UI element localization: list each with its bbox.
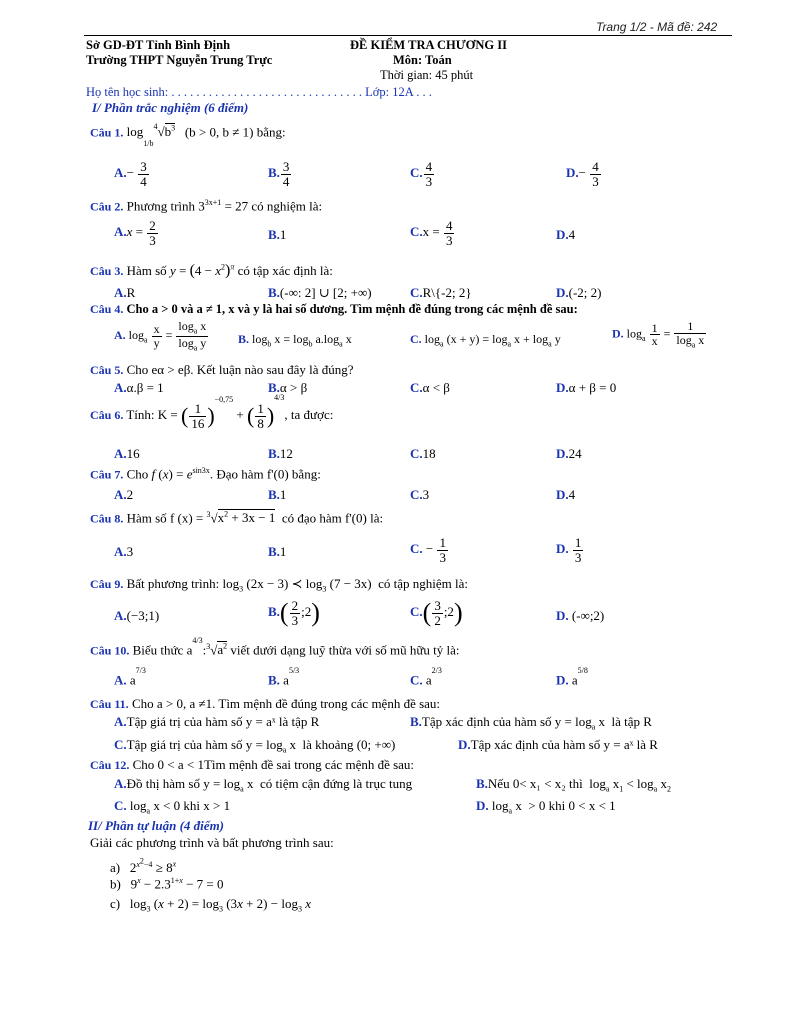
q6-option-d-label: D. [556, 446, 569, 461]
q2-option-a-label: A. [114, 224, 127, 240]
part1-title: I/ Phần trắc nghiệm (6 điểm) [92, 100, 249, 115]
q5-option-d-label: D. [556, 380, 569, 395]
q8-option-a[interactable] [114, 544, 133, 560]
q1-option-c[interactable]: C. $\frac{4}{3}$ [410, 159, 433, 189]
q3-option-a-label: A. [114, 285, 127, 300]
question-4 [90, 302, 578, 317]
question-7-tail: . Đạo hàm f'(0) bằng: [209, 466, 321, 482]
q8-option-a-value: 3 [126, 544, 134, 559]
q1-option-a[interactable]: A.− $\frac{3}{4}$ [114, 159, 147, 189]
q1-option-d-label: D. [566, 165, 579, 181]
q2-option-c[interactable]: C.x = $\frac{4}{3}$ [410, 218, 453, 248]
q3-option-c[interactable] [410, 285, 472, 301]
question-2-tail: có nghiệm là: [251, 198, 323, 214]
q3-option-c-value: R\{-2; 2} [422, 285, 472, 300]
q4-option-b-label: B. [238, 332, 250, 346]
q12-option-c-label: C. [114, 798, 127, 813]
question-5 [90, 362, 353, 378]
question-3-number: Câu 3. [90, 264, 124, 278]
question-10-tail: viết dưới dạng luỹ thừa với số mũ hữu tỷ là: [230, 642, 460, 658]
school-name: Trường THPT Nguyễn Trung Trực [86, 53, 273, 67]
q2-option-d-value: 4 [568, 227, 576, 242]
q7-option-d-label: D. [556, 487, 569, 502]
q7-option-d[interactable] [556, 487, 575, 503]
q3-option-b[interactable] [268, 285, 372, 301]
question-2-number: Câu 2. [90, 199, 124, 214]
part2-title: II/ Phần tự luận (4 điểm) [88, 818, 225, 833]
q8-option-b[interactable] [268, 544, 286, 560]
question-10: Câu 10. Biểu thức $a^{4/3}:^3√a^2$ viết dưới dạng luỹ thừa với số mũ hữu tỷ là: [90, 636, 460, 658]
student-info-line: Họ tên học sinh: . . . . . . . . . . . . . . . . . . . . . . . . . . . . . . . Lớp: 12A . . . [86, 85, 432, 99]
part2-item-a-label: a) [110, 859, 121, 875]
q2-option-b[interactable] [268, 227, 286, 243]
header-rule [84, 35, 732, 36]
q1-option-d[interactable]: D.− $\frac{4}{3}$ [566, 159, 599, 189]
q7-option-c-value: 3 [422, 487, 430, 502]
q4-option-a[interactable]: A. $\log_a$ $\frac{x}{y}$ = $\frac{\log_a x}{\log_a y}$ [114, 319, 207, 353]
question-2: Câu 2. Phương trình $3^{3x+1} = 27$ có nghiệm là: [90, 198, 323, 214]
q6-option-b[interactable] [268, 446, 293, 462]
subject: Môn: Toán [393, 53, 452, 67]
q3-option-a[interactable] [114, 285, 135, 301]
q7-option-d-value: 4 [568, 487, 576, 502]
q7-option-c[interactable] [410, 487, 429, 503]
q12-option-b-label: B. [476, 776, 488, 791]
q12-option-c[interactable]: C. $\log_a x < 0$ khi x > 1 [114, 798, 231, 816]
q2-option-d-label: D. [556, 227, 569, 242]
q8-option-b-label: B. [268, 544, 280, 559]
q3-option-d-value: (-2; 2) [568, 285, 602, 300]
q10-option-a-label: A. [114, 672, 127, 688]
question-8-number: Câu 8. [90, 511, 124, 526]
q10-option-b[interactable]: B. $a^{5/3}$ [268, 666, 300, 688]
question-7: Câu 7. Cho f $(x) = e^{sin3x}$. Đạo hàm f'(0) bằng: [90, 466, 321, 482]
question-9: Câu 9. Bất phương trình: $\log_3 (2x - 3)$ ≺ $\log_3 (7 - 3x)$ có tập nghiệm là: [90, 576, 468, 594]
q6-option-a[interactable] [114, 446, 140, 462]
q7-option-b-value: 1 [279, 487, 287, 502]
q6-option-c[interactable] [410, 446, 436, 462]
question-6: Câu 6. Tính: K = ( $\frac{1}{16}$ )$^{-0,75}$ + ( $\frac{1}{8}$ )$^{4/3}$, ta được: [90, 392, 334, 431]
q8-option-d[interactable]: D. $\frac{1}{3}$ [556, 535, 582, 565]
question-9-number: Câu 9. [90, 577, 124, 591]
q12-option-b[interactable]: B.Nếu 0< x₁ < x₂ thì $\log_a x_1 < \log_a x_2$ [476, 776, 671, 794]
q3-option-d-label: D. [556, 285, 569, 300]
q5-option-b-label: B. [268, 380, 280, 395]
q6-option-c-value: 18 [422, 446, 436, 461]
q10-option-d[interactable]: D. $a^{5/8}$ [556, 666, 588, 688]
q10-option-b-label: B. [268, 672, 280, 688]
q7-option-b[interactable] [268, 487, 286, 503]
q11-option-a-value: Tập giá trị của hàm số y = aˣ là tập R [126, 714, 320, 729]
q9-option-c-label: C. [410, 603, 423, 619]
q12-option-d[interactable]: D. $\log_a x > 0$ khi 0 < x < 1 [476, 798, 616, 816]
q10-option-c-label: C. [410, 672, 423, 688]
q5-option-b-value: α > β [279, 380, 308, 395]
q6-option-b-label: B. [268, 446, 280, 461]
q11-option-a-label: A. [114, 714, 127, 729]
q4-option-c-label: C. [410, 332, 422, 346]
question-3-tail: có tập xác định là: [237, 263, 333, 278]
question-11-text: Cho a > 0, a ≠1. Tìm mệnh đề đúng trong các mệnh đề sau: [131, 696, 441, 711]
q4-option-b[interactable]: B. $\log_b x = \log_b a.\log_a$ x [238, 332, 352, 349]
q11-option-d-value: Tập xác định của hàm số y = aˣ là R [470, 737, 658, 752]
question-3-text: Hàm số [126, 263, 167, 278]
q12-option-c-value: < 0 khi x > 1 [163, 798, 231, 813]
q6-option-d[interactable] [556, 446, 582, 462]
question-4-text: Cho a > 0 và a ≠ 1, x và y là hai số dương. Tìm mệnh đề đúng trong các mệnh đề sau: [126, 302, 578, 316]
q11-option-c-tail: là khoảng (0; +∞) [302, 737, 396, 752]
q6-option-b-value: 12 [279, 446, 293, 461]
question-3: Câu 3. Hàm số $y = (4 - x^2)^\pi$ có tập xác định là: [90, 262, 333, 279]
q5-option-d-value: α + β = 0 [568, 380, 617, 395]
q6-option-d-value: 24 [568, 446, 582, 461]
q8-option-a-label: A. [114, 544, 127, 559]
question-2-equation: = 27 [224, 198, 249, 214]
q4-option-a-label: A. [114, 328, 126, 343]
q12-option-d-label: D. [476, 798, 489, 813]
q9-option-c[interactable]: C.( $\frac{3}{2}$ ;2) [410, 597, 463, 628]
q1-option-b-label: B. [268, 165, 280, 181]
q5-option-c[interactable] [410, 380, 450, 396]
q11-option-c-label: C. [114, 737, 127, 752]
part2-item-c-label: c) [110, 896, 121, 911]
q8-option-c[interactable]: C. − $\frac{1}{3}$ [410, 535, 446, 565]
q4-option-c[interactable]: C. $\log_a (x + y) = \log_a x + \log_a y$ [410, 332, 561, 349]
question-9-tail: có tập nghiệm là: [378, 576, 468, 591]
question-1-expression: $\log_{1/b}^4√b^3$ [126, 122, 176, 148]
question-7-number: Câu 7. [90, 467, 124, 482]
q11-option-c-text: Tập giá trị của hàm số y = [126, 737, 263, 752]
q7-option-a[interactable] [114, 487, 133, 503]
q10-option-c[interactable]: C. $a^{2/3}$ [410, 666, 442, 688]
question-6-text: Tính: K = [126, 407, 178, 423]
question-5-text: Cho eα > eβ. Kết luận nào sau đây là đúng? [126, 362, 354, 377]
question-1-condition: (b > 0, b ≠ 1) bằng: [184, 124, 286, 140]
q5-option-c-label: C. [410, 380, 423, 395]
q9-option-d-label: D. [556, 608, 569, 623]
q11-option-a[interactable] [114, 714, 319, 730]
q4-option-d[interactable]: D. $\log_a$ $\frac{1}{x}$ = $\frac{1}{\log_a x}$ [612, 319, 705, 349]
q1-option-a-label: A. [114, 165, 127, 181]
question-6-number: Câu 6. [90, 408, 124, 423]
question-8: Câu 8. Hàm số f $(x) = ^3√x^2 + 3x - 1$ có đạo hàm f'(0) là: [90, 510, 384, 526]
q11-option-b[interactable]: B.Tập xác định của hàm số $y = \log_a x$ là tập R [410, 714, 652, 732]
question-11-number: Câu 11. [90, 697, 129, 711]
q2-option-a[interactable]: A.x = $\frac{2}{3}$ [114, 218, 156, 248]
q5-option-d[interactable] [556, 380, 616, 396]
question-12-number: Câu 12. [90, 758, 130, 772]
q2-option-b-value: 1 [279, 227, 287, 242]
question-5-number: Câu 5. [90, 363, 124, 377]
exam-title: ĐỀ KIỂM TRA CHƯƠNG II [350, 38, 507, 52]
question-12-text: Cho 0 < a < 1Tìm mệnh đề sai trong các mệnh đề sau: [132, 757, 415, 772]
q1-option-b[interactable]: B. $\frac{3}{4}$ [268, 159, 290, 189]
part2-item-a: a) $2^{x^2-4} \ge 8^x$ [110, 856, 177, 875]
q12-option-b-text: Nếu 0< x₁ < x₂ thì [487, 776, 583, 791]
part2-intro: Giải các phương trình và bất phương trình sau: [90, 835, 334, 850]
duration: Thời gian: 45 phút [380, 68, 474, 82]
q5-option-a-value: α.β = 1 [126, 380, 164, 395]
q3-option-d[interactable] [556, 285, 602, 301]
q11-option-d-label: D. [458, 737, 471, 752]
q1-option-c-label: C. [410, 165, 423, 181]
q11-option-b-text: Tập xác định của hàm số y = [421, 714, 572, 729]
question-4-number: Câu 4. [90, 302, 124, 316]
q9-option-d[interactable] [556, 608, 604, 624]
q10-option-d-label: D. [556, 672, 569, 688]
q11-option-c[interactable]: C.Tập giá trị của hàm số $y = \log_a x$ là khoảng (0; +∞) [114, 737, 396, 755]
q5-option-a[interactable] [114, 380, 164, 396]
part2-item-b-label: b) [110, 876, 121, 892]
q2-option-c-label: C. [410, 224, 423, 240]
q7-option-a-value: 2 [126, 487, 134, 502]
q7-option-b-label: B. [268, 487, 280, 502]
question-12 [90, 757, 414, 773]
page-code: Trang 1/2 - Mã đề: 242 [596, 20, 718, 34]
question-11 [90, 696, 440, 712]
question-10-number: Câu 10. [90, 643, 130, 658]
q6-option-c-label: C. [410, 446, 423, 461]
question-7-text: Cho [126, 466, 149, 482]
q11-option-b-label: B. [410, 714, 422, 729]
q8-option-b-value: 1 [279, 544, 287, 559]
q11-option-d[interactable] [458, 737, 658, 753]
q11-option-b-tail: là tập R [611, 714, 652, 729]
q12-option-a-tail: có tiệm cận đứng là trục tung [259, 776, 413, 791]
q10-option-a[interactable]: A. $a^{7/3}$ [114, 666, 146, 688]
question-9-text: Bất phương trình: [126, 576, 220, 591]
q8-option-d-label: D. [556, 541, 569, 557]
question-1 [90, 122, 286, 148]
q7-option-c-label: C. [410, 487, 423, 502]
q9-option-b-label: B. [268, 603, 280, 619]
q9-option-a-value: (−3;1) [126, 608, 160, 623]
q7-option-a-label: A. [114, 487, 127, 502]
q12-option-a-label: A. [114, 776, 127, 791]
q9-option-d-value: (-∞;2) [571, 608, 605, 623]
q9-option-a[interactable] [114, 608, 159, 624]
part2-item-b: b) $9^x - 2.3^{1+x} - 7 = 0$ [110, 876, 224, 892]
q8-option-c-label: C. [410, 541, 423, 557]
q9-option-b[interactable]: B.( $\frac{2}{3}$ ;2) [268, 597, 320, 628]
q3-option-b-value: (-∞: 2] ∪ [2; +∞) [279, 285, 372, 300]
q12-option-a-text: Đồ thị hàm số y = [126, 776, 221, 791]
q5-option-a-label: A. [114, 380, 127, 395]
question-2-text: Phương trình [126, 198, 196, 214]
department: Sở GD-ĐT Tỉnh Bình Định [86, 38, 231, 52]
question-10-text: Biểu thức a [132, 642, 193, 658]
q2-option-d[interactable] [556, 227, 575, 243]
q6-option-a-value: 16 [126, 446, 140, 461]
part2-item-c: c) $\log_3 (x + 2) = \log_3 (3x + 2) - \log_3 x$ [110, 896, 311, 914]
q3-option-c-label: C. [410, 285, 423, 300]
question-6-tail: , ta được: [284, 407, 334, 423]
q12-option-d-value: > 0 khi 0 < x < 1 [528, 798, 616, 813]
q3-option-a-value: R [126, 285, 136, 300]
q9-option-a-label: A. [114, 608, 127, 623]
q6-option-a-label: A. [114, 446, 127, 461]
q4-option-d-label: D. [612, 326, 624, 341]
question-8-text: Hàm số [126, 510, 167, 526]
q5-option-c-value: α < β [422, 380, 450, 395]
question-1-number: Câu 1. [90, 125, 124, 140]
q2-option-b-label: B. [268, 227, 280, 242]
q12-option-a[interactable]: A.Đồ thị hàm số $y = \log_a x$ có tiệm cận đứng là trục tung [114, 776, 413, 794]
question-8-tail: có đạo hàm f'(0) là: [281, 510, 384, 526]
q3-option-b-label: B. [268, 285, 280, 300]
